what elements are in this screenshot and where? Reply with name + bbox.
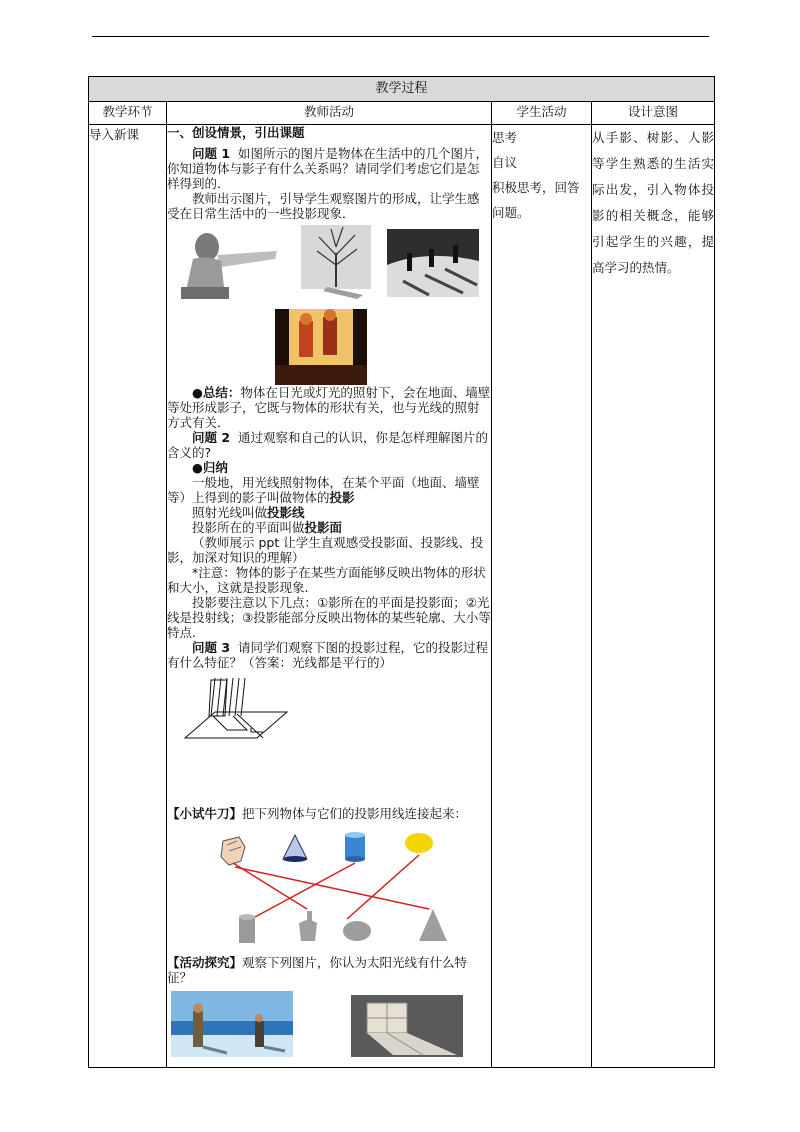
tree-shadow-photo [301,225,371,299]
beach-people-photo [171,991,293,1057]
table-title: 教学过程 [89,77,715,102]
matching-exercise [167,827,479,947]
student-answer: 积极思考，回答问题。 [492,180,580,220]
header-stage: 教学环节 [89,102,167,125]
student-discuss: 自议 [492,155,518,170]
trial-task: 【小试牛刀】把下列物体与它们的投影用线连接起来： [167,806,468,821]
cylinder-shadow [239,914,255,943]
shadow-puppet-photo [275,309,367,385]
shadow-photos [167,225,479,385]
cylinder-object [345,832,365,862]
disc-object [405,833,433,853]
statue-shadow-photo [171,231,277,301]
page-top-rule [92,36,709,37]
ppt-note: （教师展示 ppt 让学生直观感受投影面、投影线、投影，加深对知识的理解） [167,535,484,565]
window-light-photo [351,995,463,1057]
induce-projection-line: 照射光线叫做投影线 [192,505,305,520]
parallel-projection-diagram [167,674,479,766]
induce-definition: 一般地，用光线照射物体，在某个平面（地面、墙壁等）上得到的影子叫做物体的投影 [167,475,480,505]
question-2: 问题 2 通过观察和自己的认识，你是怎样理解图片的含义的? [167,430,489,460]
student-think: 思考 [492,130,518,145]
question-3: 问题 3 请同学们观察下图的投影过程，它的投影过程有什么特征？（答案：光线都是平行的） [167,640,489,670]
cone-object [283,835,307,862]
explore-task: 【活动探究】观察下列图片，你认为太阳光线有什么特征？ [167,955,468,985]
lesson-table [88,76,715,1068]
teacher-cell [167,125,492,1068]
induce-projection-plane: 投影所在的平面叫做投影面 [192,520,343,535]
header-purpose: 设计意图 [592,102,715,125]
note: *注意：物体的影子在某些方面能够反映出物体的形状和大小，这就是投影现象. [167,565,486,595]
section-title: 一、创设情景，引出课题 [167,125,305,140]
induce-label: ●归纳 [192,460,228,475]
skiers-shadow-photo [387,229,479,297]
header-teacher: 教师活动 [167,102,492,125]
header-student: 学生活动 [492,102,592,125]
question-1: 问题 1 如图所示的图片是物体在生活中的几个图片，你知道物体与影子有什么关系吗？请同学们考虑它们是怎样得到的． [167,146,489,191]
stage-cell: 导入新课 [89,125,167,1068]
points: 投影要注意以下几点：①影所在的平面是投影面；②光线是投射线；③投影能部分反映出物体的某些轮廓、大小等特点. [167,595,491,640]
summary: ●总结：物体在日光或灯光的照射下，会在地面、墙壁等处形成影子，它既与物体的形状有关，也与光线的照射方式有关． [167,385,491,430]
cone-shadow [419,909,447,941]
sunlight-photos [167,991,479,1057]
question-1-follow: 教师出示图片，引导学生观察图片的形成，让学生感受在日常生活中的一些投影现象． [167,191,480,221]
disc-shadow [343,921,371,941]
student-cell [492,125,592,1068]
hand-object [221,837,245,865]
hand-shadow [299,911,317,941]
purpose-cell: 从手影、树影、人影等学生熟悉的生活实际出发，引入物体投影的相关概念，能够引起学生的兴趣，提高学习的热情。 [592,125,715,1068]
